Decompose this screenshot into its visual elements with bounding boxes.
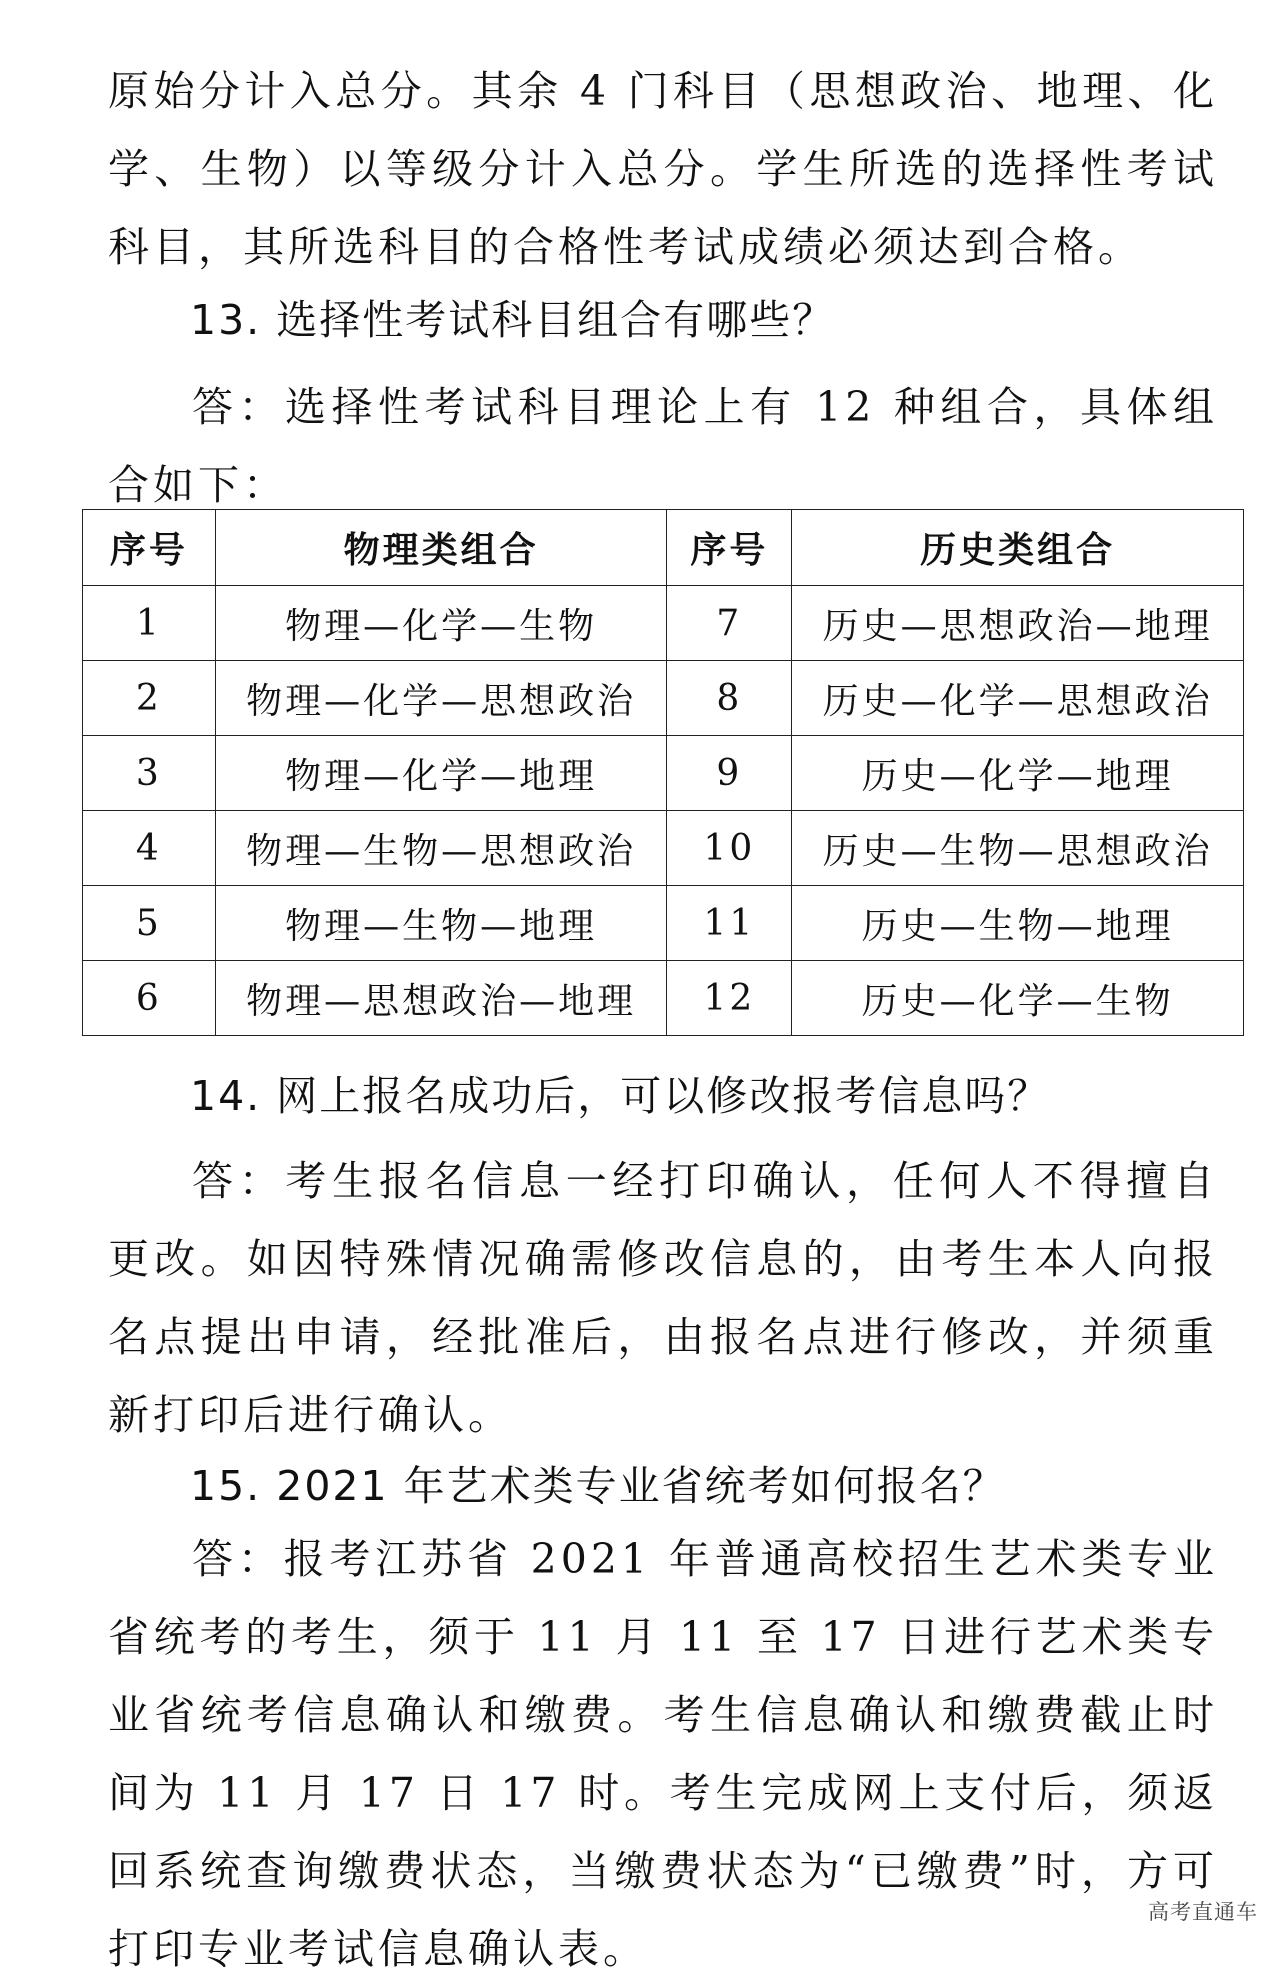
table-row (83, 661, 1244, 736)
table-cell: 物理—化学—地理 (215, 736, 667, 811)
table-cell: 3 (83, 736, 216, 811)
table-cell: 物理—生物—地理 (215, 886, 667, 961)
question-14-answer: 答：考生报名信息一经打印确认，任何人不得擅自更改。如因特殊情况确需修改信息的，由考生本人向报名点提出申请，经批准后，由报名点进行修改，并须重新打印后进行确认。 (108, 1157, 1218, 1439)
table-cell: 历史—生物—地理 (792, 886, 1244, 961)
table-cell: 4 (83, 811, 216, 886)
table-cell: 物理—生物—思想政治 (215, 811, 667, 886)
question-13-answer: 答：选择性考试科目理论上有 12 种组合，具体组合如下： (108, 383, 1218, 509)
table-cell: 10 (667, 811, 792, 886)
table-cell: 历史—生物—思想政治 (792, 811, 1244, 886)
table-cell: 12 (667, 961, 792, 1036)
question-13-heading: 13. 选择性考试科目组合有哪些？ (190, 296, 836, 344)
table-cell: 6 (83, 961, 216, 1036)
table-cell: 9 (667, 736, 792, 811)
table-cell: 历史—化学—思想政治 (792, 661, 1244, 736)
intro-paragraph: 原始分计入总分。其余 4 门科目（思想政治、地理、化学、生物）以等级分计入总分。学生所选的选择性考试科目，其所选科目的合格性考试成绩必须达到合格。 (108, 67, 1218, 271)
table-cell: 5 (83, 886, 216, 961)
table-cell: 2 (83, 661, 216, 736)
table-row (83, 961, 1244, 1036)
watermark-label: 高考直通车 (1148, 1900, 1258, 1924)
table-cell: 物理—思想政治—地理 (215, 961, 667, 1036)
header-history-combination: 历史类组合 (792, 510, 1244, 586)
table-cell: 物理—化学—思想政治 (215, 661, 667, 736)
table-cell: 物理—化学—生物 (215, 586, 667, 661)
header-index-history: 序号 (667, 510, 792, 586)
table-header-row (83, 510, 1244, 586)
table-cell: 历史—化学—生物 (792, 961, 1244, 1036)
table-cell: 历史—思想政治—地理 (792, 586, 1244, 661)
table-cell: 8 (667, 661, 792, 736)
question-15-heading: 15. 2021 年艺术类专业省统考如何报名？ (190, 1462, 1006, 1510)
subject-combination-table (82, 509, 1244, 1036)
header-index-physics: 序号 (83, 510, 216, 586)
question-15-answer: 答：报考江苏省 2021 年普通高校招生艺术类专业省统考的考生，须于 11 月 11 至 17 日进行艺术类专业省统考信息确认和缴费。考生信息确认和缴费截止时间为 11 月 17 日 17 时。考生完成网上支付后，须返回系统查询缴费状态，当缴费状态为“已缴费”时，方可打印专业考试信息确认表。 (108, 1535, 1218, 1973)
table-row (83, 586, 1244, 661)
table-row (83, 736, 1244, 811)
question-14-heading: 14. 网上报名成功后，可以修改报考信息吗？ (190, 1072, 1051, 1120)
table-cell: 11 (667, 886, 792, 961)
table-cell: 历史—化学—地理 (792, 736, 1244, 811)
table-row (83, 886, 1244, 961)
table-row (83, 811, 1244, 886)
header-physics-combination: 物理类组合 (215, 510, 667, 586)
table-cell: 1 (83, 586, 216, 661)
table-cell: 7 (667, 586, 792, 661)
